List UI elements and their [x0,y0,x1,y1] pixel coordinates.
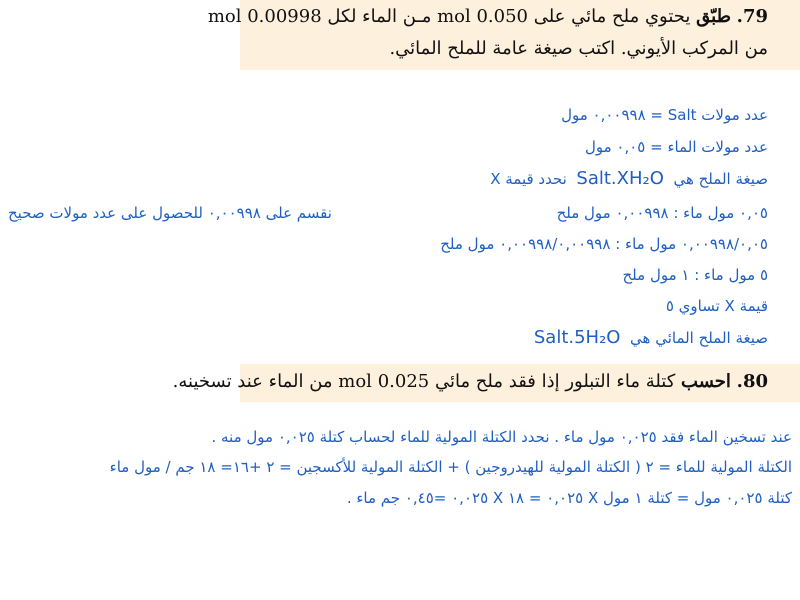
hydrate-general-formula: Salt.XH₂O [576,168,664,189]
answer-80-line-2: الكتلة المولية للماء = ٢ ( الكتلة المولية للهيدروجين ) + الكتلة المولية للأكسجين = ٢ +١٦= ١٨ جم / مول ماء [109,458,792,476]
question-80-box [172,364,800,402]
answer-79-line-8 [534,327,768,348]
question-79-text-line1: يحتوي ملح مائي على 0.050 mol مـن الماء لكل 0.00998 mol [207,6,691,27]
answer-79-line-8-label: صيغة الملح المائي هي [630,329,768,347]
question-79-line1 [208,6,768,27]
answer-79-line-5: ٠,٠٠٩٩٨/٠,٠٥ مول ماء : ٠,٠٠٩٩٨/٠,٠٠٩٩٨ مول ملح [440,235,768,253]
answer-79-line-3-note: نحدد قيمة X [490,170,567,188]
answer-79-line-3 [490,168,768,189]
answer-79-line-2: عدد مولات الماء = ٠,٠٥ مول [584,138,768,156]
question-80-verb: احسب [681,371,731,392]
answer-80-line-3: كتلة ٠,٠٢٥ مول = كتلة ١ مول X ٠,٠٢٥ = ١٨ X ٠,٠٢٥ =٠,٤٥ جم ماء . [346,489,792,507]
question-80-text: كتلة ماء التبلور إذا فقد ملح مائي 0.025 mol من الماء عند تسخينه. [172,371,676,392]
answer-79-line-4a: ٠,٠٥ مول ماء : ٠,٠٠٩٩٨ مول ملح [556,204,768,222]
question-79-box [207,0,800,70]
question-80-number: 80. [736,371,768,392]
answer-79-line-4b: نقسم على ٠,٠٠٩٩٨ للحصول على عدد مولات صحيح [8,204,332,222]
answer-80-line-1: عند تسخين الماء فقد ٠,٠٢٥ مول ماء . نحدد الكتلة المولية للماء لحساب كتلة ٠,٠٢٥ مول منه . [211,428,792,446]
question-80-line [173,371,768,392]
answer-79-line-3-label: صيغة الملح هي [673,170,768,188]
answer-79-line-1: عدد مولات Salt = ٠,٠٠٩٩٨ مول [561,106,768,124]
question-79-number: 79. [736,6,768,27]
answer-79-line-6: ٥ مول ماء : ١ مول ملح [622,266,768,284]
answer-79-line-7: قيمة X تساوي ٥ [665,297,768,315]
hydrate-final-formula: Salt.5H₂O [533,327,621,348]
question-79-text-line2: من المركب الأيوني. اكتب صيغة عامة للملح المائي. [389,38,768,59]
question-79-verb: طبّق [696,6,731,27]
